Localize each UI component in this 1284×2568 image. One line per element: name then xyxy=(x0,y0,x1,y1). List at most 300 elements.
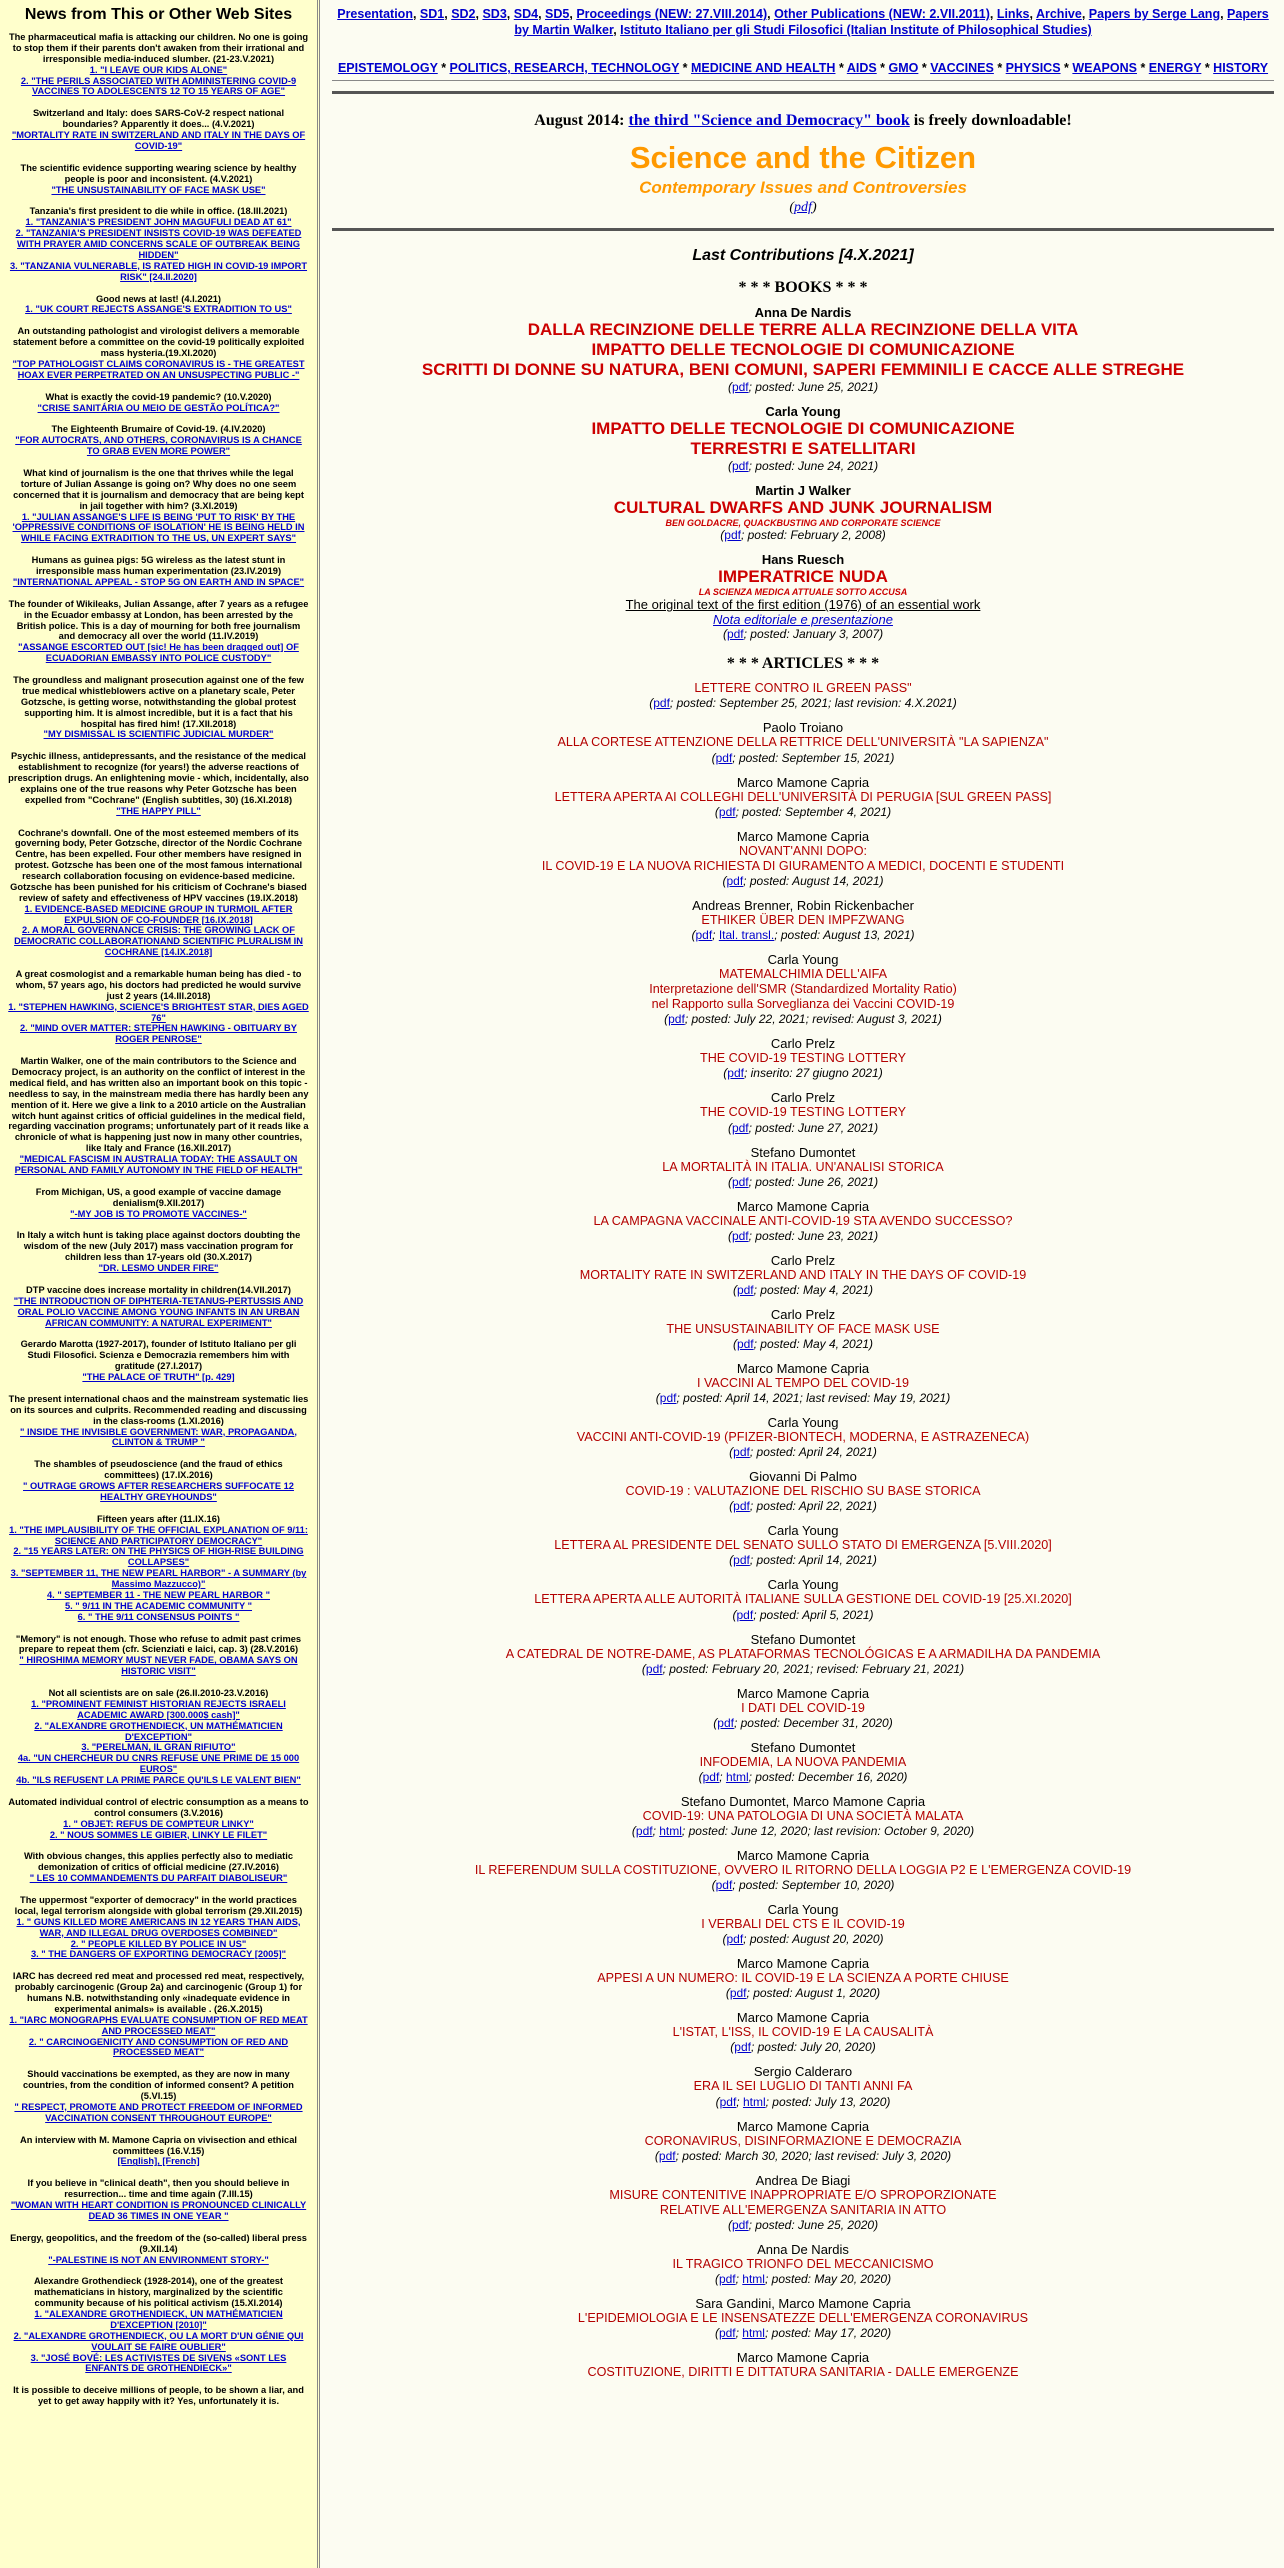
news-link[interactable]: 4. " SEPTEMBER 11 - THE NEW PEARL HARBOR " xyxy=(46,1589,271,1600)
news-item-text: The founder of Wikileaks, Julian Assange, after 7 years as a refugee in the Ecuador embassy at London, has been arrested by the British police. This is a day of mourning for both free journalism and democracy all over the world (11.IV.2019) xyxy=(8,598,309,642)
news-link[interactable]: 1. "JULIAN ASSANGE'S LIFE IS BEING 'PUT TO RISK' BY THE 'OPPRESSIVE CONDITIONS OF ISOLATION' HE IS BEING HELD IN WHILE FACING EXTRADITION TO THE US, UN EXPERT SAYS" xyxy=(12,511,305,544)
paren-open: ( xyxy=(664,1012,669,1027)
news-link[interactable]: 2. " CARCINOGENICITY AND CONSUMPTION OF RED AND PROCESSED MEAT" xyxy=(28,2036,289,2058)
news-link[interactable]: 1. " OBJET: REFUS DE COMPTEUR LINKY" xyxy=(63,1818,254,1829)
nav-separator: * xyxy=(918,61,931,75)
news-link-row xyxy=(8,435,309,457)
news-item xyxy=(0,828,317,959)
alt-format-link[interactable]: html xyxy=(659,1823,682,1838)
pdf-link[interactable]: pdf xyxy=(731,1174,749,1189)
nav-link[interactable]: POLITICS, RESEARCH, TECHNOLOGY xyxy=(449,61,680,75)
pdf-link[interactable]: pdf xyxy=(668,1012,685,1027)
article-title: nel Rapporto sulla Sorveglianza dei Vaccini COVID-19 xyxy=(651,997,955,1012)
news-item xyxy=(0,1056,317,1176)
news-link-row xyxy=(8,1263,309,1274)
article-entry xyxy=(332,1199,1274,1243)
news-link[interactable]: " LES 10 COMMANDEMENTS DU PARFAIT DIABOLISEUR" xyxy=(29,1873,288,1884)
nav-link[interactable]: Other Publications (NEW: 2.VII.2011) xyxy=(774,7,990,21)
news-link[interactable]: 5. " 9/11 IN THE ACADEMIC COMMUNITY " xyxy=(64,1600,253,1611)
news-link[interactable]: "INTERNATIONAL APPEAL - STOP 5G ON EARTH AND IN SPACE" xyxy=(12,576,305,587)
news-link-row xyxy=(8,1601,309,1612)
alt-format-link[interactable]: html xyxy=(742,2271,765,2286)
pdf-link[interactable]: pdf xyxy=(726,627,744,642)
posted-date: posted: June 23, 2021 xyxy=(755,1228,875,1243)
pdf-link[interactable]: pdf xyxy=(736,1336,754,1351)
news-link[interactable]: "WOMAN WITH HEART CONDITION IS PRONOUNCED CLINICALLY DEAD 36 TIMES IN ONE YEAR " xyxy=(10,2200,307,2221)
article-title: CORONAVIRUS, DISINFORMAZIONE E DEMOCRAZIA xyxy=(644,2133,962,2148)
posted-date: posted: December 31, 2020 xyxy=(740,1715,889,1730)
news-link[interactable]: 2. " NOUS SOMMES LE GIBIER, LINKY LE FILET" xyxy=(49,1829,268,1840)
news-link[interactable]: "THE PALACE OF TRUTH" [p. 429] xyxy=(82,1372,235,1382)
posted-date: posted: April 24, 2021 xyxy=(756,1445,873,1460)
news-link[interactable]: 3. "PERELMAN, IL GRAN RIFIUTO" xyxy=(81,1742,236,1753)
paren-open: ( xyxy=(727,1228,732,1243)
separator: ; xyxy=(748,380,756,395)
news-link[interactable]: 6. " THE 9/11 CONSENSUS POINTS " xyxy=(77,1611,240,1622)
news-item xyxy=(0,108,317,152)
posted-date: posted: April 22, 2021 xyxy=(756,1499,873,1514)
news-item-text: The Eighteenth Brumaire of Covid-19. (4.IV.2020) xyxy=(51,424,266,435)
article-author: Carlo Prelz xyxy=(770,1036,836,1052)
alt-format-link[interactable]: Ital. transl. xyxy=(718,927,775,942)
paren-close: ) xyxy=(887,804,892,819)
news-link-row xyxy=(8,1525,309,1547)
news-item-text: Psychic illness, antidepressants, and the resistance of the medical establishment to recognize (for years!) the adverse reactions of prescription drugs. An enlightening movie - which, incidentally, also explains one of the true reasons why Peter Gotzsche has been expelled from "Cochrane" (English subtitles, 30) (16.XI.2018) xyxy=(8,751,309,805)
article-author: Carla Young xyxy=(767,951,839,967)
article-title: ETHIKER ÜBER DEN IMPFZWANG xyxy=(701,912,905,927)
news-link[interactable]: 1. EVIDENCE-BASED MEDICINE GROUP IN TURMOIL AFTER EXPULSION OF CO-FOUNDER [16.IX.2018] xyxy=(24,903,293,925)
news-link-row xyxy=(8,904,309,926)
entry-meta xyxy=(332,459,1274,473)
paren-open: ( xyxy=(698,1769,703,1784)
nav-separator: , xyxy=(1220,7,1228,21)
news-item xyxy=(0,2385,317,2407)
news-link[interactable]: "MY DISMISSAL IS SCIENTIFIC JUDICIAL MURDER" xyxy=(43,729,274,740)
pdf-link[interactable]: pdf xyxy=(736,1607,754,1622)
article-title: MORTALITY RATE IN SWITZERLAND AND ITALY IN THE DAYS OF COVID-19 xyxy=(579,1267,1027,1282)
news-item-text: Humans as guinea pigs: 5G wireless as the latest stunt in irresponsible mass human experimentation (23.IV.2019) xyxy=(31,555,286,576)
article-title: L'EPIDEMIOLOGIA E LE INSENSATEZZE DELL'EMERGENZA CORONAVIRUS xyxy=(577,2310,1029,2325)
posted-date: posted: September 25, 2021; last revision: 4.X.2021 xyxy=(676,696,953,711)
news-link[interactable]: " OUTRAGE GROWS AFTER RESEARCHERS SUFFOCATE 12 HEALTHY GREYHOUNDS" xyxy=(23,1481,294,1502)
article-title: THE COVID-19 TESTING LOTTERY xyxy=(700,1051,906,1066)
nav-link[interactable]: Papers by Martin Walker xyxy=(514,7,1269,37)
news-link[interactable]: "CRISE SANITÁRIA OU MEIO DE GESTÃO POLÍTICA?" xyxy=(37,402,280,413)
news-link[interactable]: 1. "STEPHEN HAWKING, SCIENCE'S BRIGHTEST STAR, DIES AGED 76" xyxy=(8,1001,309,1023)
paren-close: ) xyxy=(878,1066,883,1081)
news-item xyxy=(0,1514,317,1623)
news-link[interactable]: 1. "UK COURT REJECTS ASSANGE'S EXTRADITION TO US" xyxy=(25,304,292,315)
alt-format-link[interactable]: html xyxy=(725,1769,749,1784)
posted-date: posted: December 16, 2020 xyxy=(755,1769,904,1784)
nav-separator: , xyxy=(444,7,452,21)
separator: ; xyxy=(735,2326,743,2341)
entry-meta xyxy=(332,380,1274,394)
pdf-link[interactable]: pdf xyxy=(702,1769,720,1784)
separator: ; xyxy=(749,1445,757,1460)
separator: ; xyxy=(732,1878,739,1893)
divider xyxy=(332,228,1274,231)
news-link-row xyxy=(8,2309,309,2331)
news-link-row xyxy=(8,2331,309,2353)
article-author: Giovanni Di Palmo xyxy=(749,1469,857,1485)
news-item xyxy=(0,2276,317,2374)
pdf-link[interactable]: pdf xyxy=(733,1445,750,1460)
news-link[interactable]: "-MY JOB IS TO PROMOTE VACCINES-" xyxy=(70,1208,247,1219)
news-link[interactable]: "-PALESTINE IS NOT AN ENVIRONMENT STORY-" xyxy=(48,2254,269,2265)
entry-meta xyxy=(332,2326,1274,2340)
article-author: Carla Young xyxy=(767,1902,839,1918)
pdf-link[interactable]: pdf xyxy=(727,1066,744,1081)
entry-meta xyxy=(332,1499,1274,1513)
news-link[interactable]: 3. "TANZANIA VULNERABLE, IS RATED HIGH IN COVID-19 IMPORT RISK" [24.II.2020] xyxy=(9,260,308,282)
news-link[interactable]: 2. "TANZANIA'S PRESIDENT INSISTS COVID-19 WAS DEFEATED WITH PRAYER AMID CONCERNS SCALE OF OUTBREAK BEING HIDDEN" xyxy=(15,228,302,260)
news-link[interactable]: 1. "ALEXANDRE GROTHENDIECK, UN MATHÉMATICIEN D'EXCEPTION [2010]" xyxy=(34,2309,283,2330)
paren-open: ( xyxy=(711,1878,716,1893)
paren-open: ( xyxy=(727,2217,732,2232)
news-link[interactable]: 1. "THE IMPLAUSIBILITY OF THE OFFICIAL EXPLANATION OF 9/11: SCIENCE AND PARTICIPATORY DEMOCRACY" xyxy=(9,1524,308,1546)
paren-close: ) xyxy=(874,1174,879,1189)
news-link-row xyxy=(8,228,309,261)
pdf-link[interactable]: pdf xyxy=(718,804,736,819)
article-title: LETTERA APERTA AI COLLEGHI DELL'UNIVERSITÀ DI PERUGIA [SUL GREEN PASS] xyxy=(554,789,1052,804)
news-item xyxy=(0,424,317,457)
article-title: LA MORTALITÀ IN ITALIA. UN'ANALISI STORICA xyxy=(662,1159,944,1174)
news-item-text: The scientific evidence supporting wearing science by healthy people is poor and inconsistent. (4.V.2021) xyxy=(20,162,297,184)
news-link-row xyxy=(8,65,309,76)
pdf-link[interactable]: pdf xyxy=(695,927,713,942)
last-contributions-heading: Last Contributions [4.X.2021] xyxy=(692,247,914,264)
paren-open: ( xyxy=(727,459,732,474)
paren-open: ( xyxy=(714,2271,719,2286)
nav-link[interactable]: EPISTEMOLOGY xyxy=(337,61,438,75)
pdf-link[interactable]: pdf xyxy=(658,2148,676,2163)
nav-link[interactable]: AIDS xyxy=(846,61,877,75)
news-item xyxy=(0,392,317,414)
nav-link[interactable]: SD1 xyxy=(419,7,445,21)
news-link[interactable]: 3. "SEPTEMBER 11, THE NEW PEARL HARBOR" - A SUMMARY (by Massimo Mazzucco)" xyxy=(10,1568,307,1589)
sidebar-news-list xyxy=(0,32,317,2407)
news-link[interactable]: 2. "MIND OVER MATTER: STEPHEN HAWKING - OBITUARY BY ROGER PENROSE" xyxy=(20,1023,297,1045)
article-title: COVID-19: UNA PATOLOGIA DI UNA SOCIETÀ MALATA xyxy=(642,1808,964,1823)
article-title: COVID-19 : VALUTAZIONE DEL RISCHIO SU BASE STORICA xyxy=(625,1484,981,1499)
entry-meta xyxy=(332,1066,1274,1080)
nav-link[interactable]: GMO xyxy=(888,61,919,75)
news-link-row xyxy=(8,217,309,228)
nav-link[interactable]: MEDICINE AND HEALTH xyxy=(691,61,836,75)
news-link-row xyxy=(8,1721,309,1743)
pdf-link[interactable]: pdf xyxy=(719,2094,737,2109)
article-title: MATEMALCHIMIA DELL'AIFA xyxy=(718,966,888,981)
paren-open: ( xyxy=(714,804,719,819)
paren-open: ( xyxy=(691,927,696,942)
news-link-row xyxy=(8,1296,309,1329)
paren-close: ) xyxy=(881,528,886,543)
nav-link[interactable]: VACCINES xyxy=(930,61,994,75)
nav-link[interactable]: Archive xyxy=(1035,7,1082,21)
news-link[interactable]: "FOR AUTOCRATS, AND OTHERS, CORONAVIRUS IS A CHANCE TO GRAB EVEN MORE POWER" xyxy=(15,435,302,457)
pdf-link[interactable]: pdf xyxy=(645,1661,663,1676)
book-note-link[interactable]: Nota editoriale e presentazione xyxy=(713,612,893,628)
pdf-link[interactable]: pdf xyxy=(731,380,749,395)
posted-date: posted: May 20, 2020 xyxy=(771,2271,888,2286)
article-entry xyxy=(332,1523,1274,1567)
article-entry xyxy=(332,1686,1274,1730)
news-link[interactable]: 1. "PROMINENT FEMINIST HISTORIAN REJECTS ISRAELI ACADEMIC AWARD [300.000$ cash]" xyxy=(31,1698,286,1720)
news-link-row xyxy=(8,1481,309,1503)
pdf-link[interactable]: pdf xyxy=(733,1553,750,1568)
news-link-row xyxy=(8,2037,309,2059)
entry-meta xyxy=(332,1608,1274,1622)
news-link[interactable]: 4a. "UN CHERCHEUR DU CNRS REFUSE UNE PRIME DE 15 000 EUROS" xyxy=(17,1753,300,1775)
pdf-link[interactable]: pdf xyxy=(635,1823,653,1838)
article-entry xyxy=(332,1577,1274,1621)
article-title: I VERBALI DEL CTS E IL COVID-19 xyxy=(701,1917,905,1932)
news-link[interactable]: 2. "15 YEARS LATER: ON THE PHYSICS OF HIGH-RISE BUILDING COLLAPSES" xyxy=(13,1546,304,1568)
news-item-text: What is exactly the covid-19 pandemic? (10.V.2020) xyxy=(45,391,272,402)
article-title: LETTERE CONTRO IL GREEN PASS" xyxy=(694,681,912,696)
pdf-link[interactable]: pdf xyxy=(659,1391,677,1406)
separator: ; xyxy=(684,1012,692,1027)
article-entry xyxy=(332,775,1274,819)
title-pdf-line xyxy=(332,200,1274,216)
news-link-row xyxy=(8,1873,309,1884)
news-item xyxy=(0,1459,317,1503)
news-link[interactable]: 1. "TANZANIA'S PRESIDENT JOHN MAGUFULI DEAD AT 61" xyxy=(25,217,292,228)
pdf-link[interactable]: pdf xyxy=(733,1499,750,1514)
news-link[interactable]: " INSIDE THE INVISIBLE GOVERNMENT: WAR, PROPAGANDA, CLINTON & TRUMP " xyxy=(20,1426,297,1448)
nav-link[interactable]: WEAPONS xyxy=(1072,61,1137,75)
news-item xyxy=(0,326,317,380)
pdf-link[interactable]: pdf xyxy=(731,1120,749,1135)
news-item xyxy=(0,294,317,316)
nav-separator: * xyxy=(1136,61,1149,75)
news-link[interactable]: 1. "IARC MONOGRAPHS EVALUATE CONSUMPTION OF RED MEAT AND PROCESSED MEAT" xyxy=(9,2014,308,2036)
title-pdf-link[interactable]: pdf xyxy=(794,200,812,215)
news-link[interactable]: 4b. "ILS REFUSENT LA PRIME PARCE QU'ILS LE VALENT BIEN" xyxy=(16,1775,301,1785)
pdf-link[interactable]: pdf xyxy=(717,1715,734,1730)
news-link[interactable]: 2. A MORAL GOVERNANCE CRISIS: THE GROWING LACK OF DEMOCRATIC COLLABORATIONAND SCIENTIFIC PLURALISM IN COCHRANE [14.IX.2018] xyxy=(14,925,303,958)
pdf-link[interactable]: pdf xyxy=(726,873,744,888)
book-author: Martin J Walker xyxy=(755,483,851,499)
news-item xyxy=(0,1688,317,1786)
alt-format-link[interactable]: html xyxy=(742,2094,766,2109)
news-link[interactable]: 2. "ALEXANDRE GROTHENDIECK, OU LA MORT D'UN GÉNIE QUI VOULAIT SE FAIRE OUBLIER" xyxy=(13,2330,304,2352)
pdf-link[interactable]: pdf xyxy=(715,750,733,765)
news-link-row xyxy=(8,1753,309,1775)
news-link[interactable]: 3. "JOSÉ BOVÉ: LES ACTIVISTES DE SIVENS «SONT LES ENFANTS DE GROTHENDIECK»" xyxy=(30,2352,287,2374)
article-author: Anna De Nardis xyxy=(757,2241,849,2257)
posted-date: posted: July 13, 2020 xyxy=(772,2094,887,2109)
separator: ; xyxy=(753,1282,761,1297)
paren-close: ) xyxy=(879,627,884,642)
article-title: L'ISTAT, L'ISS, IL COVID-19 E LA CAUSALITÀ xyxy=(672,2025,934,2040)
news-link[interactable]: "ASSANGE ESCORTED OUT [sic! He has been dragged out] OF ECUADORIAN EMBASSY INTO POLICE CUSTODY" xyxy=(18,642,299,664)
separator: ; xyxy=(774,927,781,942)
article-author: Marco Mamone Capria xyxy=(736,1685,870,1701)
main-content xyxy=(320,0,1284,2568)
news-link[interactable]: " HIROSHIMA MEMORY MUST NEVER FADE, OBAMA SAYS ON HISTORIC VISIT" xyxy=(19,1655,298,1677)
nav-separator: , xyxy=(1081,7,1089,21)
entry-meta xyxy=(332,2272,1274,2286)
separator: ; xyxy=(662,1661,670,1676)
entry-meta xyxy=(332,1553,1274,1567)
nav-link[interactable]: Papers by Serge Lang xyxy=(1088,7,1221,21)
book-title: IMPATTO DELLE TECNOLOGIE DI COMUNICAZIONE xyxy=(591,419,1015,439)
news-item xyxy=(0,32,317,97)
entry-meta xyxy=(332,874,1274,888)
news-link-row xyxy=(8,304,309,315)
nav-link[interactable]: ENERGY xyxy=(1148,61,1202,75)
entry-meta xyxy=(332,928,1274,942)
article-entry xyxy=(332,2119,1274,2163)
article-title: A CATEDRAL DE NOTRE-DAME, AS PLATAFORMAS TECNOLÓGICAS E A ARMADILHA DA PANDEMIA xyxy=(505,1646,1101,1661)
nav-link[interactable]: Presentation xyxy=(337,7,413,21)
entry-meta xyxy=(332,1445,1274,1459)
news-item-text: An interview with M. Mamone Capria on vivisection and ethical committees (16.V.15) xyxy=(20,2134,297,2156)
pdf-link[interactable]: pdf xyxy=(726,1932,744,1947)
article-author: Marco Mamone Capria xyxy=(736,1847,870,1863)
article-entry xyxy=(332,1956,1274,2000)
article-author: Stefano Dumontet xyxy=(750,1739,856,1755)
separator: ; xyxy=(753,1336,761,1351)
paren-close: ) xyxy=(879,873,884,888)
alt-format-link[interactable]: html xyxy=(742,2326,765,2341)
news-link[interactable]: "THE HAPPY PILL" xyxy=(116,805,201,816)
news-link[interactable]: 2. " PEOPLE KILLED BY POLICE IN US" xyxy=(70,1938,247,1949)
posted-date: inserito: 27 giugno 2021 xyxy=(750,1066,879,1081)
nav-separator: , xyxy=(989,7,997,21)
free-book-prefix: August 2014: xyxy=(534,112,629,129)
article-title: THE UNSUSTAINABILITY OF FACE MASK USE xyxy=(666,1321,940,1336)
news-item-text: Fifteen years after (11.IX.16) xyxy=(97,1513,220,1524)
article-title: IL COVID-19 E LA NUOVA RICHIESTA DI GIURAMENTO A MEDICI, DOCENTI E STUDENTI xyxy=(541,858,1065,873)
paren-close: ) xyxy=(879,1932,884,1947)
entry-meta xyxy=(332,1878,1274,1892)
books-list xyxy=(332,305,1274,641)
book-author: Hans Ruesch xyxy=(761,552,845,568)
article-title: ERA IL SEI LUGLIO DI TANTI ANNI FA xyxy=(693,2079,913,2094)
pdf-link[interactable]: pdf xyxy=(718,2271,736,2286)
separator: ; xyxy=(748,1120,756,1135)
article-title: MISURE CONTENITIVE INAPPROPRIATE E/O SPROPORZIONATE xyxy=(609,2187,997,2202)
nav-separator: * xyxy=(679,61,692,75)
paren-open: ( xyxy=(655,1391,660,1406)
nav-link[interactable]: SD3 xyxy=(482,7,507,21)
pdf-link[interactable]: pdf xyxy=(729,1986,747,2001)
news-link-row xyxy=(8,2353,309,2375)
entry-meta xyxy=(332,1175,1274,1189)
pdf-link[interactable]: pdf xyxy=(736,1282,754,1297)
article-author: Paolo Troiano xyxy=(762,720,844,736)
article-title: NOVANT'ANNI DOPO: xyxy=(738,843,868,858)
book-title: TERRESTRI E SATELLITARI xyxy=(690,439,916,459)
pdf-link[interactable]: pdf xyxy=(724,528,741,543)
article-entry xyxy=(332,1794,1274,1838)
posted-date: posted: September 10, 2020 xyxy=(738,1878,891,1893)
nav-link[interactable]: Proceedings (NEW: 27.VIII.2014) xyxy=(576,7,768,21)
paren-open: ( xyxy=(723,1066,728,1081)
news-link[interactable]: 2. "THE PERILS ASSOCIATED WITH ADMINISTERING COVID-9 VACCINES TO ADOLESCENTS 12 TO 15 YEARS OF AGE" xyxy=(20,75,297,97)
nav-link[interactable]: Istituto Italiano per gli Studi Filosofici (Italian Institute of Philosophical Studies) xyxy=(620,23,1092,37)
paren-open: ( xyxy=(725,1986,730,2001)
separator: ; xyxy=(733,1715,741,1730)
nav-link[interactable]: Links xyxy=(996,7,1030,21)
separator: ; xyxy=(749,1499,757,1514)
pdf-link[interactable]: pdf xyxy=(653,696,670,711)
news-link[interactable]: "DR. LESMO UNDER FIRE" xyxy=(98,1263,219,1273)
divider xyxy=(332,80,1274,81)
news-link[interactable]: 1. "I LEAVE OUR KIDS ALONE" xyxy=(89,64,228,75)
news-link[interactable]: "TOP PATHOLOGIST CLAIMS CORONAVIRUS IS - THE GREATEST HOAX EVER PERPETRATED ON AN UNSUSPECTING PUBLIC -" xyxy=(12,358,305,380)
news-link[interactable]: " RESPECT, PROMOTE AND PROTECT FREEDOM OF INFORMED VACCINATION CONSENT THROUGHOUT EUROPE" xyxy=(14,2101,303,2123)
article-title: APPESI A UN NUMERO: IL COVID-19 E LA SCIENZA A PORTE CHIUSE xyxy=(597,1971,1009,1986)
pdf-link[interactable]: pdf xyxy=(731,459,749,474)
article-author: Carlo Prelz xyxy=(770,1306,836,1322)
news-link[interactable]: [English], [French] xyxy=(117,2156,200,2167)
book-note: The original text of the first edition (1976) of an essential work xyxy=(625,597,981,613)
article-entry xyxy=(332,1361,1274,1405)
news-item-text: Automated individual control of electric consumption as a means to control consumers (3.V.2016) xyxy=(8,1796,309,1818)
paren-open: ( xyxy=(722,627,727,642)
pdf-link[interactable]: pdf xyxy=(715,1878,733,1893)
news-link[interactable]: "THE UNSUSTAINABILITY OF FACE MASK USE" xyxy=(51,184,266,195)
paren-close: ) xyxy=(874,380,879,395)
news-item-text: With obvious changes, this applies perfectly also to mediatic demonization of critics of official medicine (27.IV.2016) xyxy=(23,1851,294,1873)
book-entry xyxy=(332,483,1274,542)
nav-link[interactable]: SD2 xyxy=(451,7,476,21)
pdf-link[interactable]: pdf xyxy=(718,2326,736,2341)
nav-link[interactable]: SD5 xyxy=(545,7,570,21)
paren-open: ( xyxy=(727,1120,732,1135)
nav-separator: * xyxy=(993,61,1006,75)
news-link[interactable]: 3. " THE DANGERS OF EXPORTING DEMOCRACY [2005]" xyxy=(30,1949,287,1960)
paren-close: ) xyxy=(937,1012,942,1027)
news-link[interactable]: "MEDICAL FASCISM IN AUSTRALIA TODAY: THE ASSAULT ON PERSONAL AND FAMILY AUTONOMY IN THE FIELD OF HEALTH" xyxy=(14,1154,303,1175)
nav-link[interactable]: HISTORY xyxy=(1213,61,1269,75)
separator: ; xyxy=(736,2094,743,2109)
news-link-row xyxy=(8,2015,309,2037)
news-item-text: IARC has decreed red meat and processed red meat, respectively, probably carcinogenic (Group 2a) and carcinogenic (Group 1) for humans N.B. notwithstanding only «inadequate evidence in experimental animals» is available . (26.X.2015) xyxy=(12,1971,305,2014)
nav-separator: , xyxy=(475,7,483,21)
news-item-text: From Michigan, US, a good example of vaccine damage denialism(9.XII.2017) xyxy=(35,1186,282,1208)
article-entry xyxy=(332,1036,1274,1080)
free-book-link[interactable]: the third "Science and Democracy" book xyxy=(628,112,910,129)
article-entry xyxy=(332,898,1274,942)
pdf-link[interactable]: pdf xyxy=(734,2040,751,2055)
nav-link[interactable]: SD4 xyxy=(513,7,539,21)
article-title: INFODEMIA, LA NUOVA PANDEMIA xyxy=(699,1754,907,1769)
news-link[interactable]: "MORTALITY RATE IN SWITZERLAND AND ITALY IN THE DAYS OF COVID-19" xyxy=(11,130,306,151)
news-link[interactable]: 2. "ALEXANDRE GROTHENDIECK, UN MATHÉMATICIEN D'EXCEPTION" xyxy=(34,1720,283,1742)
posted-date: posted: May 17, 2020 xyxy=(771,2326,888,2341)
nav-link[interactable]: PHYSICS xyxy=(1005,61,1061,75)
entry-meta xyxy=(332,1121,1274,1135)
article-title: LETTERA AL PRESIDENTE DEL SENATO SULLO STATO DI EMERGENZA [5.VIII.2020] xyxy=(554,1538,1052,1553)
pdf-link[interactable]: pdf xyxy=(731,2217,749,2232)
pdf-link[interactable]: pdf xyxy=(731,1228,749,1243)
book-author: Carla Young xyxy=(765,404,841,420)
article-author: Carla Young xyxy=(767,1523,839,1539)
news-item xyxy=(0,206,317,282)
article-entry xyxy=(332,1740,1274,1784)
news-link-row xyxy=(8,2200,309,2222)
news-link[interactable]: 1. " GUNS KILLED MORE AMERICANS IN 12 YEARS THAN AIDS, WAR, AND ILLEGAL DRUG OVERDOSES COMBINED" xyxy=(16,1916,301,1938)
separator: ; xyxy=(748,1174,756,1189)
articles-list xyxy=(332,681,1274,2380)
news-link[interactable]: "THE INTRODUCTION OF DIPHTERIA-TETANUS-PERTUSSIS AND ORAL POLIO VACCINE AMONG YOUNG INFANTS IN AN URBAN AFRICAN COMMUNITY: A NATURAL EXPERIMENT" xyxy=(13,1295,304,1328)
paren-open: ( xyxy=(711,750,716,765)
